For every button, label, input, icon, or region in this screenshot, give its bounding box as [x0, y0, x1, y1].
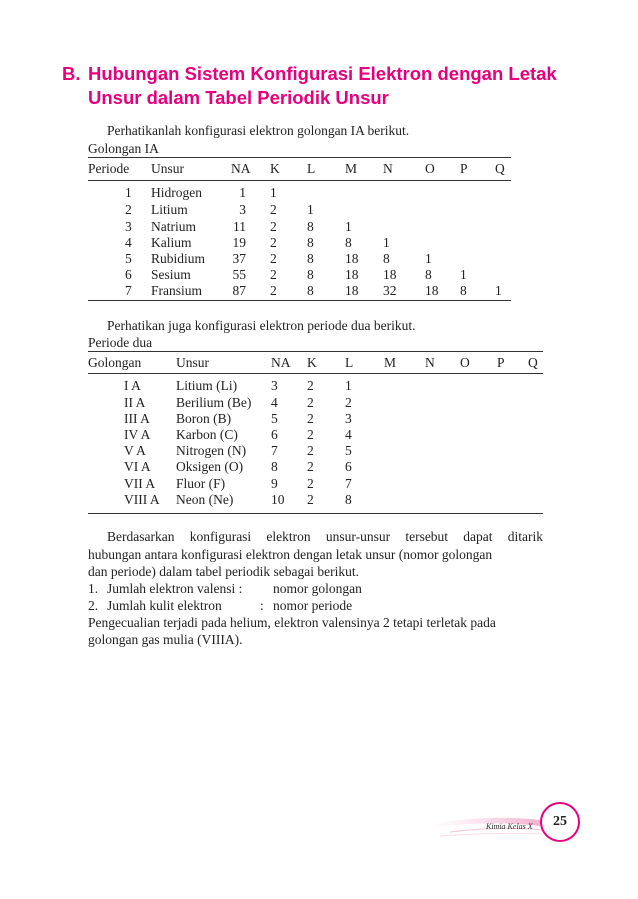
table1-cell: Litium	[151, 202, 188, 217]
conclusion-item-1-value: nomor golongan	[273, 581, 362, 596]
table2-cell: Oksigen (O)	[176, 459, 244, 474]
table1-cell: Rubidium	[151, 251, 206, 266]
table1-header-q: Q	[495, 161, 505, 176]
table2-cell: 8	[345, 492, 352, 507]
conclusion-item-1-num: 1.	[88, 581, 99, 596]
table1-cell: 8	[345, 235, 352, 250]
table2-cell: Litium (Li)	[176, 378, 238, 393]
table2-cell: 4	[345, 427, 352, 442]
table2-cell: 2	[307, 395, 314, 410]
conclusion-item-2-colon: :	[260, 598, 264, 613]
table1-cell: Kalium	[151, 235, 192, 250]
table2-header-l: L	[345, 355, 354, 370]
table2-cell: VII A	[124, 476, 156, 491]
table2-cell: IV A	[124, 427, 151, 442]
table2-header-na: NA	[271, 355, 291, 370]
intro2-text: Perhatikan juga konfigurasi elektron periode dua berikut.	[107, 318, 416, 333]
table2-cell: 8	[271, 459, 278, 474]
table1-cell: 1	[270, 185, 277, 200]
table2-cell: V A	[124, 443, 146, 458]
table2-header-golongan: Golongan	[88, 355, 142, 370]
table1-cell: 18	[383, 267, 397, 282]
table1-cell: 8	[307, 283, 314, 298]
table1-header-m: M	[345, 161, 358, 176]
table1-cell: Natrium	[151, 219, 196, 234]
table2-cell: 2	[307, 476, 314, 491]
table2-cell: VIII A	[124, 492, 160, 507]
table2-header-k: K	[307, 355, 317, 370]
conclusion-item-2-num: 2.	[88, 598, 99, 613]
table1-cell: 18	[425, 283, 439, 298]
table2-header-rule	[88, 373, 543, 374]
table2-cell: 7	[271, 443, 278, 458]
table2-cell: 2	[307, 427, 314, 442]
conclusion-item-2-label: Jumlah kulit elektron	[107, 598, 222, 613]
table1-cell: 2	[270, 283, 277, 298]
table2-cell: 7	[345, 476, 352, 491]
table2-cell: 3	[345, 411, 352, 426]
table2-header-m: M	[384, 355, 397, 370]
exception-line-1: Pengecualian terjadi pada helium, elektron valensinya 2 tetapi terletak pada	[88, 615, 496, 630]
table1-cell: 18	[345, 283, 359, 298]
table2-bottom-rule	[88, 513, 543, 514]
table1-cell: 11	[233, 219, 246, 234]
table1-header-k: K	[270, 161, 280, 176]
table1-header-l: L	[307, 161, 316, 176]
heading-line-2: Unsur dalam Tabel Periodik Unsur	[88, 87, 389, 108]
table2-cell: Fluor (F)	[176, 476, 226, 491]
table1-cell: 1	[345, 219, 352, 234]
table1-cell: 3	[239, 202, 246, 217]
table2-cell: VI A	[124, 459, 151, 474]
table2-cell: 5	[271, 411, 278, 426]
table1-header-unsur: Unsur	[151, 161, 184, 176]
table1-cell: 3	[125, 219, 132, 234]
table1-cell: 1	[425, 251, 432, 266]
table1-cell: 1	[495, 283, 502, 298]
table2-header-unsur: Unsur	[176, 355, 209, 370]
page-number-badge: 25	[540, 802, 580, 842]
table2-cell: 10	[271, 492, 285, 507]
table1-cell: 2	[270, 251, 277, 266]
table2-cell: 6	[271, 427, 278, 442]
table1-cell: Hidrogen	[151, 185, 202, 200]
conclusion-line-2: hubungan antara konfigurasi elektron dengan letak unsur (nomor golongan	[88, 547, 493, 562]
table2-cell: 2	[345, 395, 352, 410]
conclusion-line-3: dan periode) dalam tabel periodik sebagai berikut.	[88, 564, 360, 579]
table1-cell: 8	[307, 219, 314, 234]
table1-cell: 2	[270, 202, 277, 217]
table1-cell: 4	[125, 235, 132, 250]
table2-cell: Berilium (Be)	[176, 395, 252, 410]
table1-cell: 1	[239, 185, 246, 200]
table1-cell: 87	[232, 283, 246, 298]
table1-cell: 8	[307, 235, 314, 250]
table2-cell: Karbon (C)	[176, 427, 238, 442]
table1-cell: 8	[425, 267, 432, 282]
table1-cell: 55	[232, 267, 246, 282]
intro1-text: Perhatikanlah konfigurasi elektron golongan IA berikut.	[107, 123, 410, 138]
table1-header-p: P	[460, 161, 468, 176]
table1-cell: 18	[345, 267, 359, 282]
table1-cell: 8	[460, 283, 467, 298]
table2-cell: Boron (B)	[176, 411, 232, 426]
intro2-subtitle: Periode dua	[88, 335, 153, 350]
table2-cell: 2	[307, 459, 314, 474]
table1-cell: 18	[345, 251, 359, 266]
table1-cell: 2	[270, 267, 277, 282]
table2-cell: 5	[345, 443, 352, 458]
table2-header-o: O	[460, 355, 470, 370]
table2-cell: 2	[307, 378, 314, 393]
table2-cell: 2	[307, 492, 314, 507]
table1-cell: 7	[125, 283, 132, 298]
table1-cell: 8	[307, 267, 314, 282]
table2-cell: 9	[271, 476, 278, 491]
table1-cell: 5	[125, 251, 132, 266]
table2-cell: 6	[345, 459, 352, 474]
table2-header-n: N	[425, 355, 435, 370]
table2-cell: 4	[271, 395, 278, 410]
section-letter: B.	[62, 63, 81, 84]
table1-cell: 6	[125, 267, 132, 282]
table2-cell: Nitrogen (N)	[176, 443, 247, 458]
conclusion-line-1: Berdasarkan konfigurasi elektron unsur-unsur tersebut dapat ditarik	[107, 529, 543, 544]
table1-bottom-rule	[88, 300, 511, 301]
table1-cell: 8	[307, 251, 314, 266]
table1-header-periode: Periode	[88, 161, 130, 176]
table1-cell: 2	[125, 202, 132, 217]
heading-line-1: Hubungan Sistem Konfigurasi Elektron dengan Letak	[88, 63, 557, 84]
table2-header-q: Q	[528, 355, 538, 370]
exception-line-2: golongan gas mulia (VIIIA).	[88, 632, 243, 647]
table2-top-rule	[88, 351, 543, 352]
conclusion-item-2-value: nomor periode	[273, 598, 353, 613]
table1-cell: 1	[125, 185, 132, 200]
table1-top-rule	[88, 157, 511, 158]
book-title: Kimia Kelas X	[486, 822, 533, 831]
table2-cell: III A	[124, 411, 150, 426]
table1-cell: 8	[383, 251, 390, 266]
table1-cell: 37	[232, 251, 246, 266]
table1-header-n: N	[383, 161, 393, 176]
table1-cell: 1	[460, 267, 467, 282]
table1-cell: 1	[307, 202, 314, 217]
table2-cell: 1	[345, 378, 352, 393]
table2-cell: Neon (Ne)	[176, 492, 234, 507]
table1-cell: 19	[232, 235, 246, 250]
table1-cell: 1	[383, 235, 390, 250]
table1-header-na: NA	[231, 161, 251, 176]
table2-cell: 3	[271, 378, 278, 393]
table1-cell: 32	[383, 283, 397, 298]
table2-header-p: P	[497, 355, 505, 370]
table1-cell: Fransium	[151, 283, 203, 298]
table1-header-o: O	[425, 161, 435, 176]
table2-cell: I A	[124, 378, 141, 393]
table1-cell: 2	[270, 219, 277, 234]
table1-cell: 2	[270, 235, 277, 250]
table1-cell: Sesium	[151, 267, 191, 282]
conclusion-item-1-label: Jumlah elektron valensi :	[107, 581, 243, 596]
intro1-subtitle: Golongan IA	[88, 141, 159, 156]
table2-cell: II A	[124, 395, 146, 410]
table2-cell: 2	[307, 411, 314, 426]
table1-header-rule	[88, 180, 511, 181]
table2-cell: 2	[307, 443, 314, 458]
